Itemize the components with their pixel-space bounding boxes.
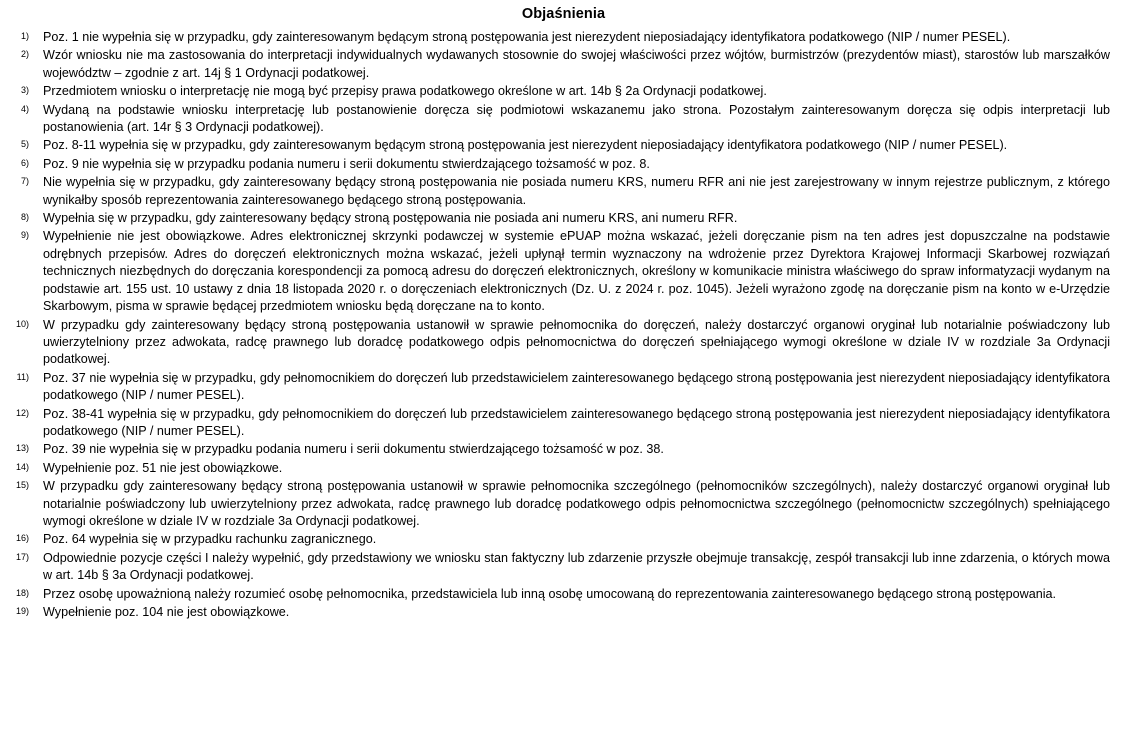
footnote-item	[0, 370, 1110, 406]
footnote-marker: 18)	[15, 587, 29, 598]
footnote-marker: 12)	[15, 407, 29, 418]
footnote-marker: 10)	[15, 318, 29, 329]
footnote-item	[0, 460, 1110, 478]
footnote-marker: 11)	[16, 371, 29, 382]
footnote-item	[0, 228, 1110, 316]
footnote-text: Poz. 37 nie wypełnia się w przypadku, gdy pełnomocnikiem do doręczeń lub przedstawicielem zainteresowanego będącego stroną postępowania jest nierezydent nieposiadający identyfikatora podatkowego (NIP / numer PESEL).	[43, 370, 1110, 403]
footnote-item	[0, 47, 1110, 83]
footnote-text: Poz. 8-11 wypełnia się w przypadku, gdy zainteresowanym będącym stroną postępowania jest nierezydent nieposiadający identyfikatora podatkowego (NIP / numer PESEL).	[43, 138, 1008, 153]
footnote-text: Przedmiotem wniosku o interpretację nie mogą być przepisy prawa podatkowego określone w art. 14b § 2a Ordynacji podatkowej.	[43, 84, 767, 99]
footnote-text: Odpowiednie pozycje części I należy wypełnić, gdy przedstawiony we wniosku stan faktyczny lub zdarzenie przyszłe obejmuje transakcję, zespół transakcji lub inne zdarzenia, o których mowa w art. 14b § 3a Ordynacji podatkowej.	[43, 550, 1110, 583]
footnote-marker: 2)	[20, 49, 29, 60]
footnotes-list	[0, 29, 1127, 622]
footnote-marker: 9)	[20, 230, 29, 241]
footnote-text: W przypadku gdy zainteresowany będący stroną postępowania ustanowił w sprawie pełnomocnika do doręczeń, należy dostarczyć organowi oryginał lub notarialnie poświadczony lub uwierzytelniony przez adwokata, radcę prawnego lub doradcę podatkowego odpis pełnomocnictwa do doręczeń spełniającego wymogi określone w dziale IV w rozdziale 3a Ordynacji podatkowej.	[43, 317, 1110, 367]
footnote-marker: 5)	[20, 139, 29, 150]
footnote-item	[0, 406, 1110, 442]
footnote-item	[0, 478, 1110, 531]
footnote-marker: 19)	[15, 606, 29, 616]
footnote-text: Przez osobę upoważnioną należy rozumieć osobę pełnomocnika, przedstawiciela lub inną osobę umocowaną do reprezentowania zainteresowanego będącego stroną postępowania.	[43, 586, 1057, 601]
footnote-text: Wzór wniosku nie ma zastosowania do interpretacji indywidualnych wydawanych stosownie do swojej właściwości przez wójtów, burmistrzów (prezydentów miast), starostów lub marszałków województw – zgodnie z art. 14j § 1 Ordynacji podatkowej.	[43, 48, 1110, 80]
footnote-text: W przypadku gdy zainteresowany będący stroną postępowania ustanowił w sprawie pełnomocnika szczególnego (pełnomocników szczególnych), należy dostarczyć organowi oryginał lub notarialnie poświadczony lub uwierzytelniony przez adwokata, radcę prawnego lub doradcę podatkowego odpis pełnomocnictwa szczególnego (pełnomocnictw szczególnych) spełniającego wymogi określone w dziale IV w rozdziale 3a Ordynacji podatkowej.	[43, 479, 1110, 528]
footnote-item	[0, 550, 1110, 586]
footnote-text: Poz. 64 wypełnia się w przypadku rachunku zagranicznego.	[43, 532, 377, 547]
footnote-marker: 15)	[15, 480, 29, 491]
footnote-item	[0, 102, 1110, 138]
footnote-marker: 1)	[20, 31, 29, 41]
footnote-marker: 14)	[15, 461, 29, 472]
footnote-text: Poz. 1 nie wypełnia się w przypadku, gdy zainteresowanym będącym stroną postępowania jest nierezydent nieposiadający identyfikatora podatkowego (NIP / numer PESEL).	[43, 30, 1011, 44]
footnote-text: Poz. 38-41 wypełnia się w przypadku, gdy pełnomocnikiem do doręczeń lub przedstawicielem zainteresowanego będącego stroną postępowania jest nierezydent nieposiadający identyfikatora podatkowego (NIP / numer PESEL).	[43, 406, 1110, 438]
footnote-item	[0, 29, 1110, 47]
footnote-item	[0, 156, 1110, 174]
footnote-text: Nie wypełnia się w przypadku, gdy zainteresowany będący stroną postępowania nie posiada numeru KRS, numeru RFR ani nie jest zarejestrowany w innym rejestrze publicznym, z którego wynikałby sposób reprezentowania zainteresowanego będącego stroną postępowania.	[43, 175, 1110, 207]
footnote-text: Wydaną na podstawie wniosku interpretację lub postanowienie doręcza się podmiotowi wskazanemu jako strona. Pozostałym zainteresowanym doręcza się odpis interpretacji lub postanowienia (art. 14r § 3 Ordynacji podatkowej).	[43, 102, 1110, 135]
footnote-text: Wypełnienie poz. 104 nie jest obowiązkowe.	[43, 605, 290, 619]
footnote-item	[0, 137, 1110, 155]
footnote-item	[0, 441, 1110, 459]
footnote-marker: 17)	[15, 551, 29, 562]
page-title: Objaśnienia	[521, 6, 606, 22]
footnote-item	[0, 317, 1110, 370]
footnote-marker: 16)	[15, 533, 29, 544]
footnote-item	[0, 531, 1110, 549]
footnote-marker: 6)	[20, 157, 29, 168]
footnote-item	[0, 210, 1110, 228]
footnote-text: Wypełnienie nie jest obowiązkowe. Adres elektronicznej skrzynki podawczej w systemie ePUAP można wskazać, jeżeli doręczanie pism na ten adres jest dopuszczalne na podstawie odrębnych przepisów. Adres do doręczeń elektronicznych można wskazać, jeżeli upłynął termin wyznaczony na wdrożenie przez Dyrektora Krajowej Informacji Skarbowej rozwiązań technicznych niezbędnych do doręczania korespondencji za pomocą adresu do doręczeń elektronicznych, określony w komunikacie ministra właściwego do spraw informatyzacji wydanym na podstawie art. 155 ust. 10 ustawy z dnia 18 listopada 2020 r. o doręczeniach elektronicznych (Dz. U. z 2024 r. poz. 1045). Jeżeli wyrażono zgodę na doręczanie pism na konto w e-Urzędzie Skarbowym, pisma w sprawie będącej przedmiotem wniosku będą doręczane na to konto.	[43, 229, 1110, 314]
footnote-text: Wypełnia się w przypadku, gdy zainteresowany będący stroną postępowania nie posiada ani numeru KRS, ani numeru RFR.	[43, 211, 738, 226]
footnote-marker: 8)	[20, 212, 29, 223]
footnote-marker: 3)	[20, 85, 29, 96]
footnote-text: Wypełnienie poz. 51 nie jest obowiązkowe.	[43, 460, 283, 475]
footnote-item	[0, 174, 1110, 210]
footnote-item	[0, 83, 1110, 101]
footnote-marker: 7)	[20, 176, 29, 187]
footnote-marker: 4)	[20, 103, 29, 114]
footnote-item	[0, 604, 1110, 622]
footnote-marker: 13)	[15, 443, 29, 454]
footnote-text: Poz. 9 nie wypełnia się w przypadku podania numeru i serii dokumentu stwierdzającego tożsamość w poz. 8.	[43, 156, 650, 171]
footnote-item	[0, 586, 1110, 604]
footnote-text: Poz. 39 nie wypełnia się w przypadku podania numeru i serii dokumentu stwierdzającego tożsamość w poz. 38.	[43, 442, 664, 457]
